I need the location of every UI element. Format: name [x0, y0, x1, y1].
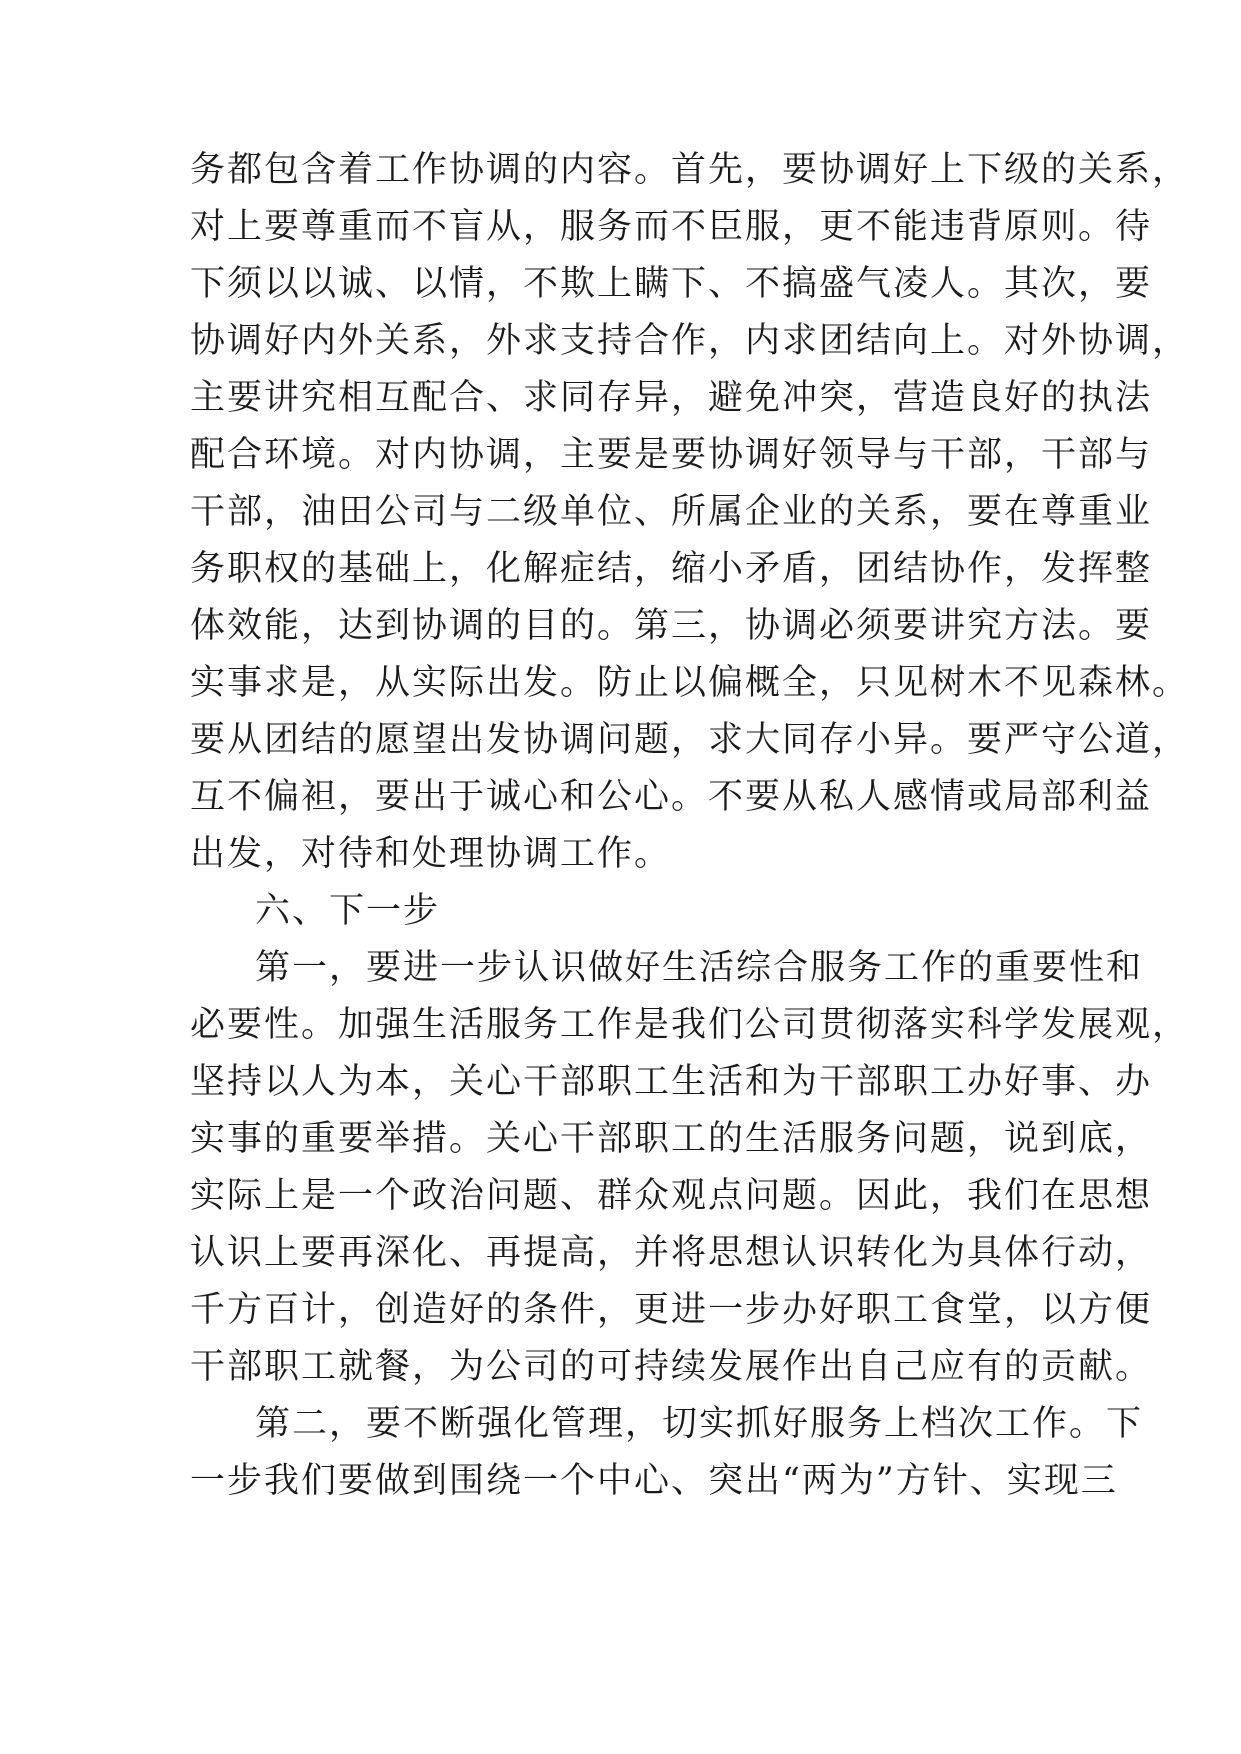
text-line: 互不偏袒，要出于诚心和公心。不要从私人感情或局部利益 — [190, 777, 1153, 817]
text-line: 对上要尊重而不盲从，服务而不臣服，更不能违背原则。待 — [190, 207, 1153, 247]
text-line: 配合环境。对内协调，主要是要协调好领导与干部，干部与 — [190, 435, 1153, 475]
text-line: 千方百计，创造好的条件，更进一步办好职工食堂，以方便 — [190, 1290, 1153, 1330]
text-line: 实际上是一个政治问题、群众观点问题。因此，我们在思想 — [190, 1176, 1153, 1216]
text-line: 一步我们要做到围绕一个中心、突出“两为”方针、实现三 — [190, 1461, 1118, 1501]
text-line: 下须以以诚、以情，不欺上瞒下、不搞盛气凌人。其次，要 — [190, 264, 1153, 304]
text-line: 出发，对待和处理协调工作。 — [190, 834, 672, 874]
text-line: 协调好内外关系，外求支持合作，内求团结向上。对外协调， — [190, 321, 1190, 361]
text-line: 必要性。加强生活服务工作是我们公司贯彻落实科学发展观， — [190, 1005, 1190, 1045]
text-line: 第一，要进一步认识做好生活综合服务工作的重要性和 — [255, 948, 1144, 988]
text-line: 要从团结的愿望出发协调问题，求大同存小异。要严守公道， — [190, 720, 1190, 760]
text-line: 务都包含着工作协调的内容。首先，要协调好上下级的关系， — [190, 150, 1190, 190]
text-line: 第二，要不断强化管理，切实抓好服务上档次工作。下 — [255, 1404, 1144, 1444]
text-line: 体效能，达到协调的目的。第三，协调必须要讲究方法。要 — [190, 606, 1153, 646]
text-line: 干部职工就餐，为公司的可持续发展作出自己应有的贡献。 — [190, 1347, 1153, 1387]
text-line: 务职权的基础上，化解症结，缩小矛盾，团结协作，发挥整 — [190, 549, 1153, 589]
section-heading: 六、下一步 — [255, 891, 441, 931]
text-line: 认识上要再深化、再提高，并将思想认识转化为具体行动， — [190, 1233, 1153, 1273]
text-line: 坚持以人为本，关心干部职工生活和为干部职工办好事、办 — [190, 1062, 1153, 1102]
text-line: 实事的重要举措。关心干部职工的生活服务问题，说到底， — [190, 1119, 1153, 1159]
text-line: 干部，油田公司与二级单位、所属企业的关系，要在尊重业 — [190, 492, 1153, 532]
text-line: 主要讲究相互配合、求同存异，避免冲突，营造良好的执法 — [190, 378, 1153, 418]
text-line: 实事求是，从实际出发。防止以偏概全，只见树木不见森林。 — [190, 663, 1190, 703]
